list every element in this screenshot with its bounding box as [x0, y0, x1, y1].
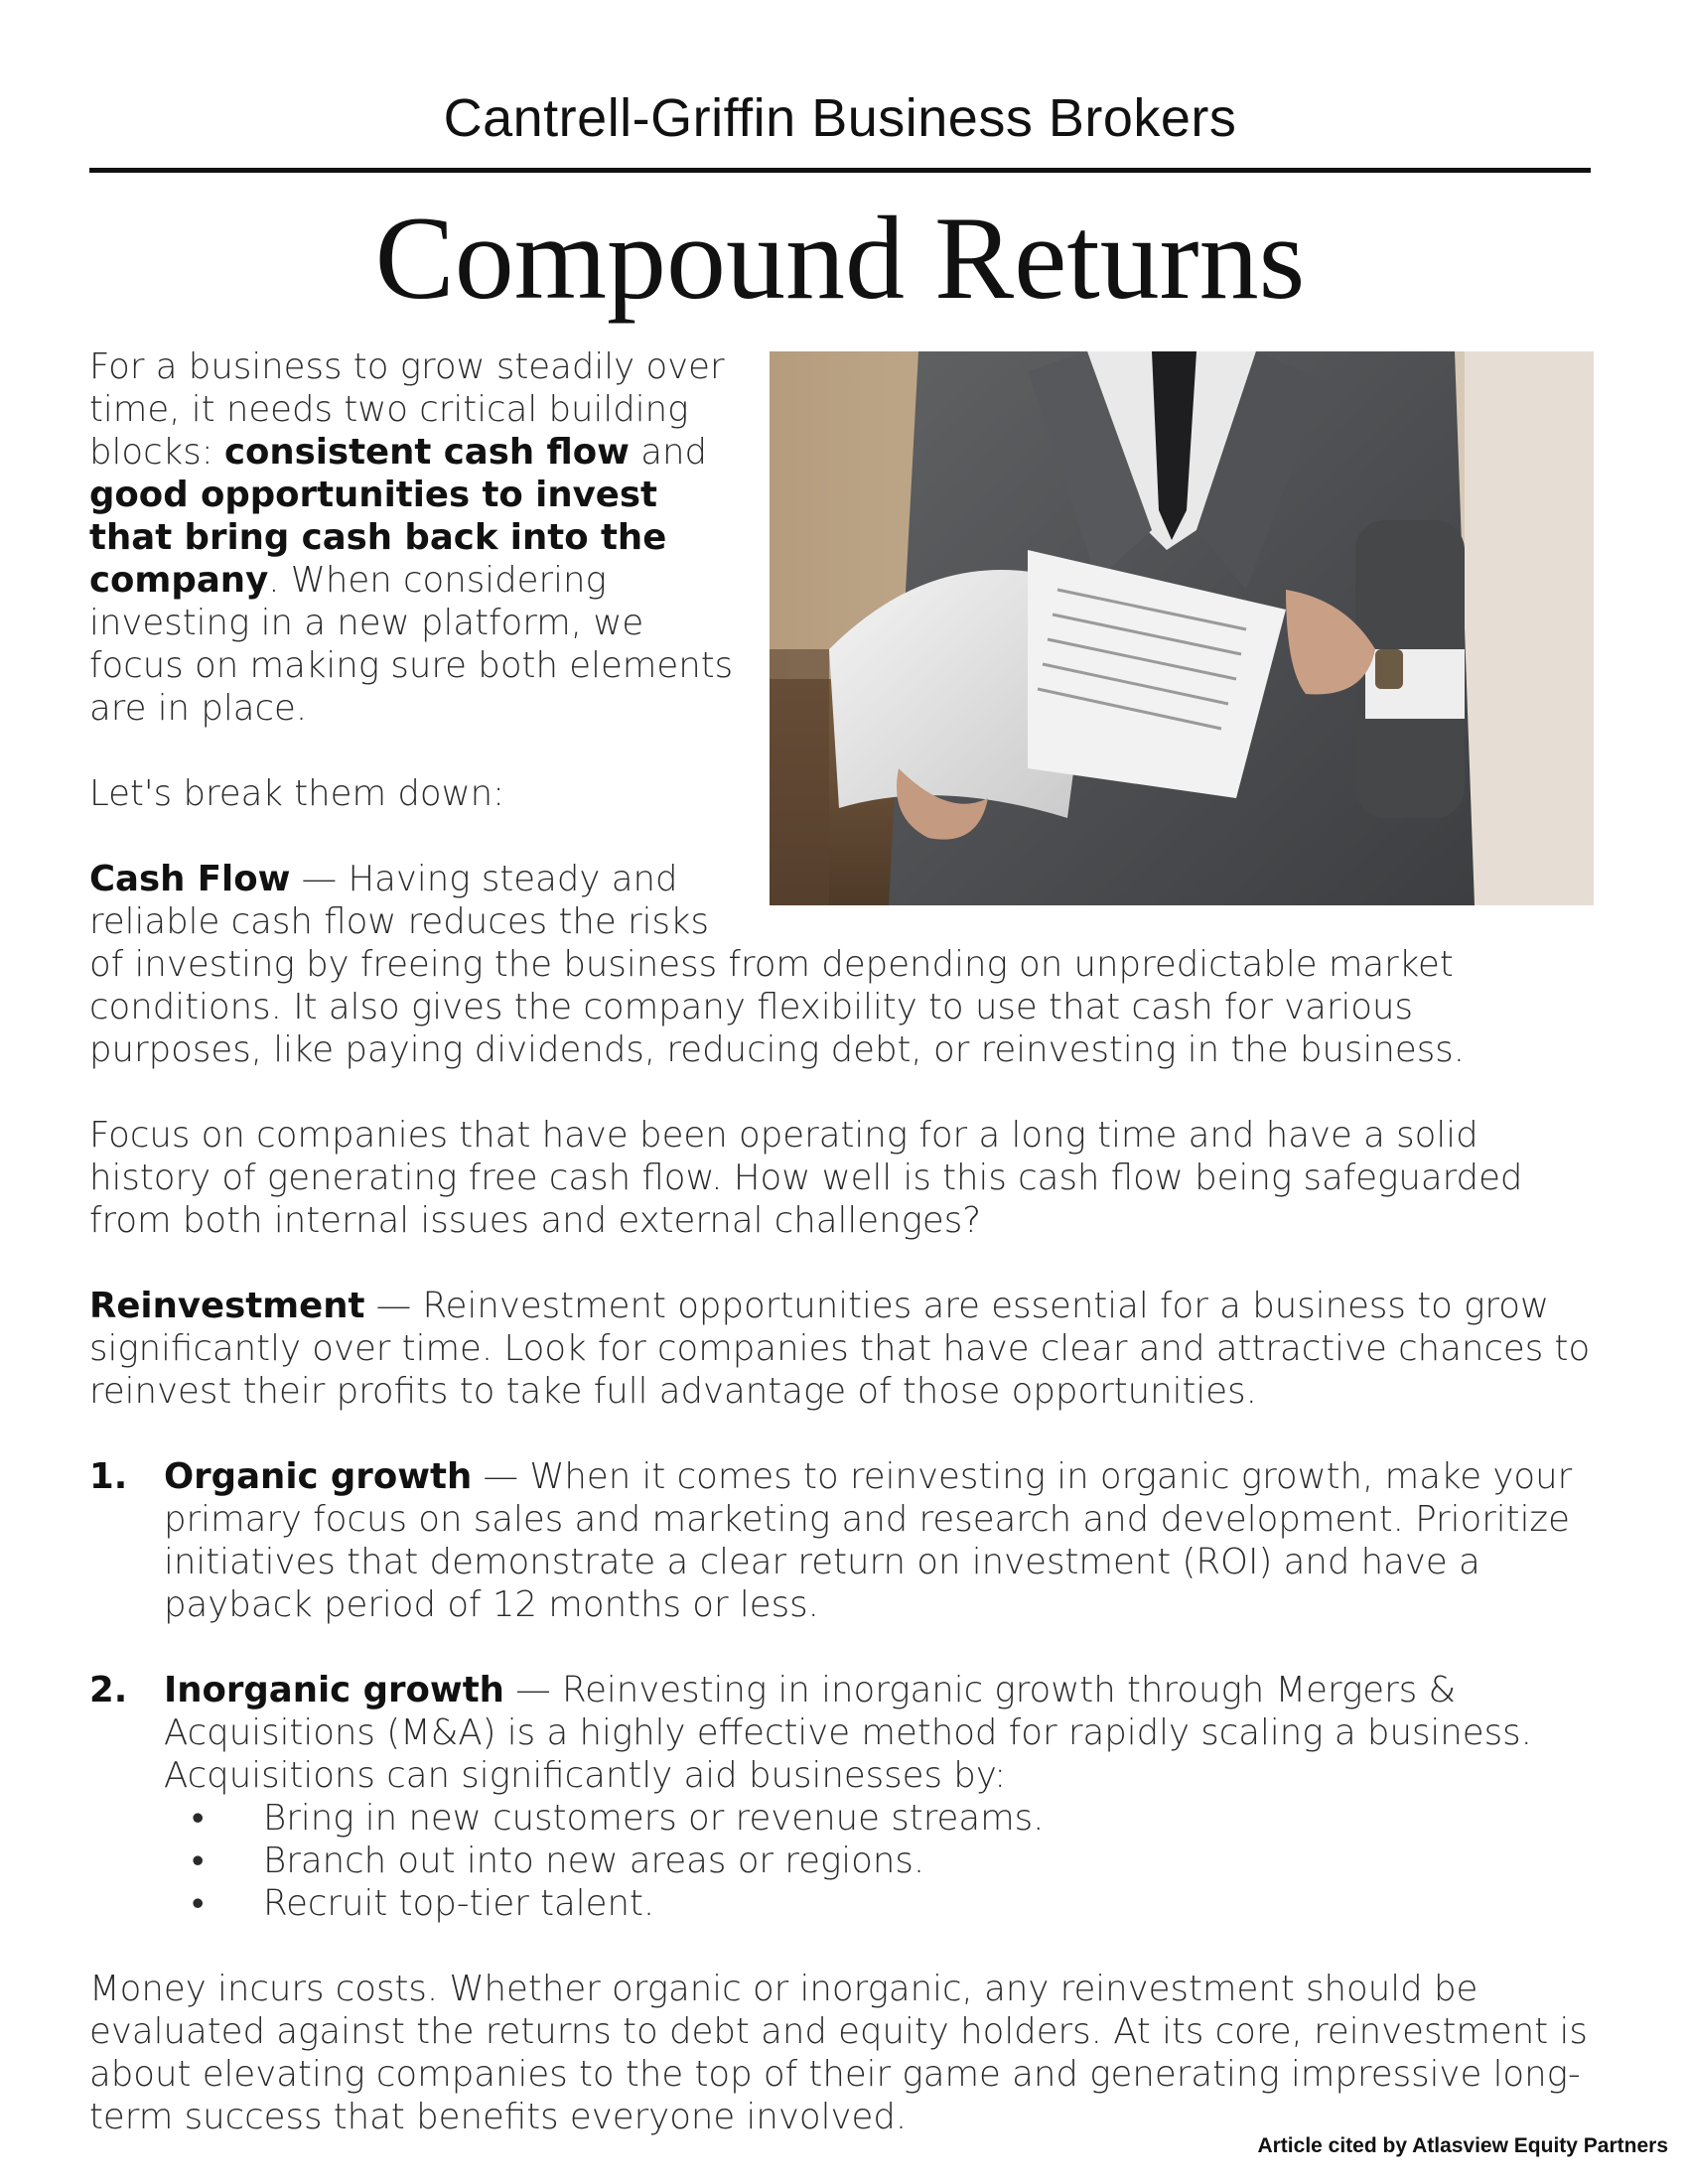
intro-bold-cash-flow: consistent cash flow — [223, 432, 630, 473]
bullet-item: • Bring in new customers or revenue streams. — [192, 1798, 1045, 1839]
focus-paragraph: Focus on companies that have been operating for a long time and have a solid history of generating free cash flow. How well is this cash flow being safeguarded from both internal issues and external challenges? — [89, 1115, 1523, 1241]
bullet-item: • Branch out into new areas or regions. — [192, 1841, 925, 1881]
acquisition-bullets — [164, 1797, 1594, 1925]
businessman-reading-document-photo — [770, 351, 1594, 905]
list-number: 1. — [89, 1456, 128, 1497]
header-divider — [89, 168, 1591, 173]
page-title: Compound Returns — [374, 192, 1306, 324]
conclusion-paragraph: Money incurs costs. Whether organic or inorganic, any reinvestment should be evaluated against the returns to debt and equity holders. At its core, reinvestment is about elevating companies to the top of their game and generating impressive long-term success that benefits everyone involved. — [89, 1969, 1588, 2137]
list-number: 2. — [89, 1670, 128, 1710]
breakdown-text: Let's break them down: — [89, 773, 505, 814]
reinvestment-label: Reinvestment — [89, 1286, 365, 1326]
company-name: Cantrell-Griffin Business Brokers — [443, 88, 1237, 148]
bullet-item: • Recruit top-tier talent. — [192, 1883, 655, 1924]
list-item-organic: 1. Organic growth — When it comes to reinvesting in organic growth, make your primary focus on sales and marketing and research and development. Prioritize initiatives that demonstrate a clear return on investment (ROI) and have a payback period of 12 months or less. — [89, 1456, 1573, 1625]
intro-bold-opportunities: good opportunities to invest that bring cash back into the company — [89, 475, 667, 601]
article-citation: Article cited by Atlasview Equity Partners — [1257, 2134, 1668, 2157]
cash-flow-label: Cash Flow — [89, 859, 291, 899]
cash-flow-paragraph: Cash Flow — Having steady and reliable cash flow reduces the risks of investing by freeing the business from depending on unpredictable market conditions. It also gives the company flexibility to use that cash for various purposes, like paying dividends, reducing debt, or reinvesting in the business. — [89, 859, 1466, 1070]
reinvestment-paragraph: Reinvestment — Reinvestment opportunities are essential for a business to grow significantly over time. Look for companies that have clear and attractive chances to reinvest their profits to take full advantage of those opportunities. — [89, 1286, 1591, 1412]
photo-illustration — [770, 351, 1594, 905]
article-body — [89, 345, 1594, 2138]
intro-paragraph: For a business to grow steadily over time, it needs two critical building blocks: consistent cash flow and good opportunities to invest that bring cash back into the company. When considering investing in a new platform, we focus on making sure both elements are in place. — [89, 346, 734, 729]
organic-growth-label: Organic growth — [164, 1456, 473, 1497]
list-item-inorganic: 2. Inorganic growth — Reinvesting in inorganic growth through Mergers & Acquisitions (M&A) is a highly effective method for rapidly scaling a business. Acquisitions can significantly aid businesses by: • Bring in new customers or revenue streams. • Branch out into new areas or regions. • Recruit top-tier talent. — [89, 1669, 1594, 1925]
inorganic-growth-label: Inorganic growth — [164, 1670, 504, 1710]
